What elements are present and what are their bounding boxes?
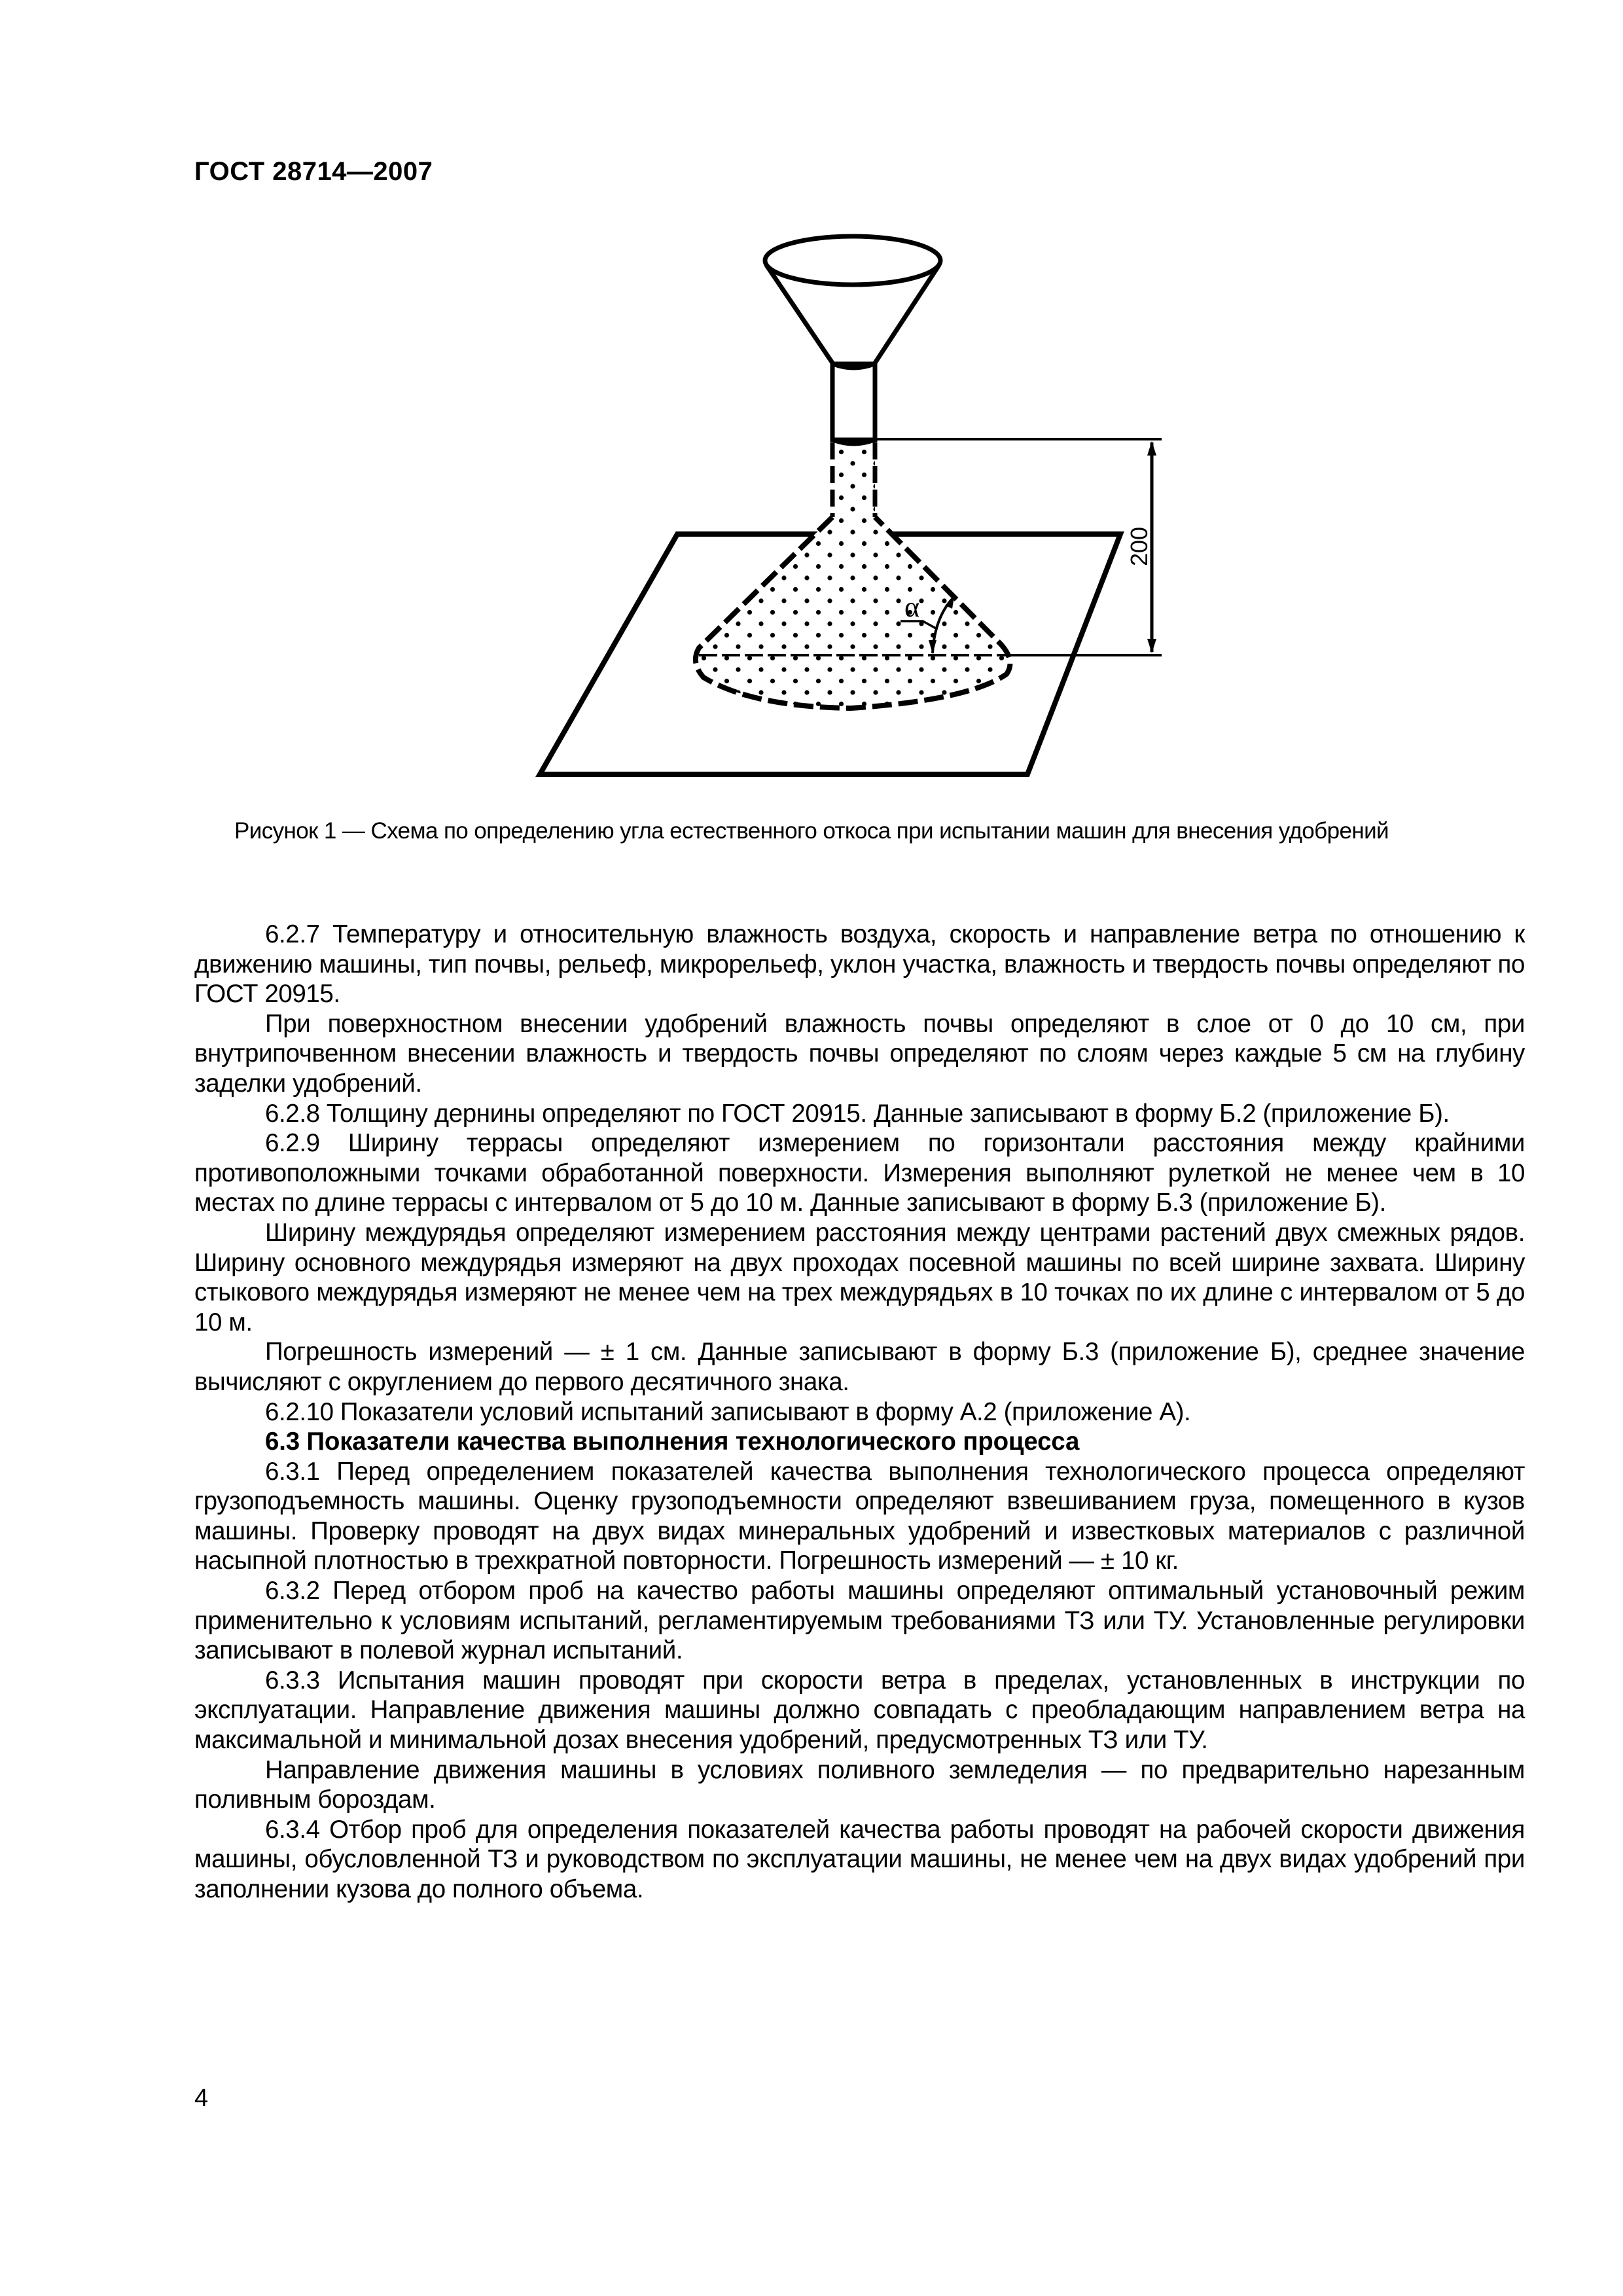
paragraph-6-2-7-continued: При поверхностном внесении удобрений влажность почвы определяют в слое от 0 до 10 см, при внутрипочвенном внесении влажность и твердость почвы определяют по слоям через каждые 5 см на глубину заделки удобрений. (194, 1009, 1525, 1098)
dimension-label: 200 (1126, 526, 1152, 567)
paragraph-6-2-7: 6.2.7 Температуру и относительную влажность воздуха, скорость и направление ветра по отношению к движению машины, тип почвы, рельеф, микрорельеф, уклон участка, влажность и твердость почвы определяют по ГОСТ 20915. (194, 920, 1525, 1009)
angle-label: α (904, 591, 920, 623)
body-text (194, 920, 1525, 1905)
dimension-arrow-down-icon (1147, 639, 1156, 653)
paragraph-6-3-3-irrigation: Направление движения машины в условиях поливного земледелия — по предварительно нарезанным поливным бороздам. (194, 1755, 1525, 1814)
paragraph-6-3-1: 6.3.1 Перед определением показателей качества выполнения технологического процесса определяют грузоподъемность машины. Оценку грузоподъемности определяют взвешиванием груза, помещенного в кузов машины. Проверку проводят на двух видах минеральных удобрений и известковых материалов с различной насыпной плотностью в трехкратной повторности. Погрешность измерений — ± 10 кг. (194, 1457, 1525, 1575)
paragraph-6-2-8: 6.2.8 Толщину дернины определяют по ГОСТ 20915. Данные записывают в форму Б.2 (приложение Б). (265, 1099, 1450, 1128)
paragraph-6-2-9-accuracy: Погрешность измерений — ± 1 см. Данные записывают в форму Б.3 (приложение Б), среднее значение вычисляют с округлением до первого десятичного знака. (194, 1338, 1525, 1396)
paragraph-6-2-10: 6.2.10 Показатели условий испытаний записывают в форму А.2 (приложение А). (265, 1397, 1191, 1426)
standard-header: ГОСТ 28714—2007 (194, 157, 433, 186)
paragraph-6-3-4: 6.3.4 Отбор проб для определения показателей качества работы проводят на рабочей скорости движения машины, обусловленной ТЗ и руководством по эксплуатации машины, не менее чем на двух видах удобрений при заполнении кузова до полного объема. (194, 1815, 1525, 1903)
figure-caption: Рисунок 1 — Схема по определению угла естественного откоса при испытании машин для внесения удобрений (234, 818, 1389, 844)
paragraph-6-2-9-row-spacing: Ширину междурядья определяют измерением расстояния между центрами растений двух смежных рядов. Ширину основного междурядья измеряют на двух проходах посевной машины по всей ширине захвата. Ширину стыкового междурядья измеряют не менее чем на трех междурядьях в 10 точках по их длине с интервалом от 5 до 10 м. (194, 1218, 1525, 1336)
paragraph-6-3-3: 6.3.3 Испытания машин проводят при скорости ветра в пределах, установленных в инструкции по эксплуатации. Направление движения машины должно совпадать с преобладающим направлением ветра на максимальной и минимальной дозах внесения удобрений, предусмотренных ТЗ или ТУ. (194, 1666, 1525, 1755)
page-number: 4 (194, 2085, 209, 2112)
section-heading-6-3: 6.3 Показатели качества выполнения технологического процесса (265, 1427, 1080, 1456)
dimension-arrow-up-icon (1147, 441, 1156, 456)
paragraph-6-2-9: 6.2.9 Ширину террасы определяют измерением по горизонтали расстояния между крайними противоположными точками обработанной поверхности. Измерения выполняют рулеткой не менее чем в 10 местах по длине террасы с интервалом от 5 до 10 м. Данные записывают в форму Б.3 (приложение Б). (194, 1129, 1525, 1217)
figure-natural-slope-angle-diagram (0, 0, 1623, 825)
funnel (765, 236, 940, 444)
paragraph-6-3-2: 6.3.2 Перед отбором проб на качество работы машины определяют оптимальный установочный режим применительно к условиям испытаний, регламентируемым требованиями ТЗ или ТУ. Установленные регулировки записывают в полевой журнал испытаний. (194, 1577, 1525, 1665)
